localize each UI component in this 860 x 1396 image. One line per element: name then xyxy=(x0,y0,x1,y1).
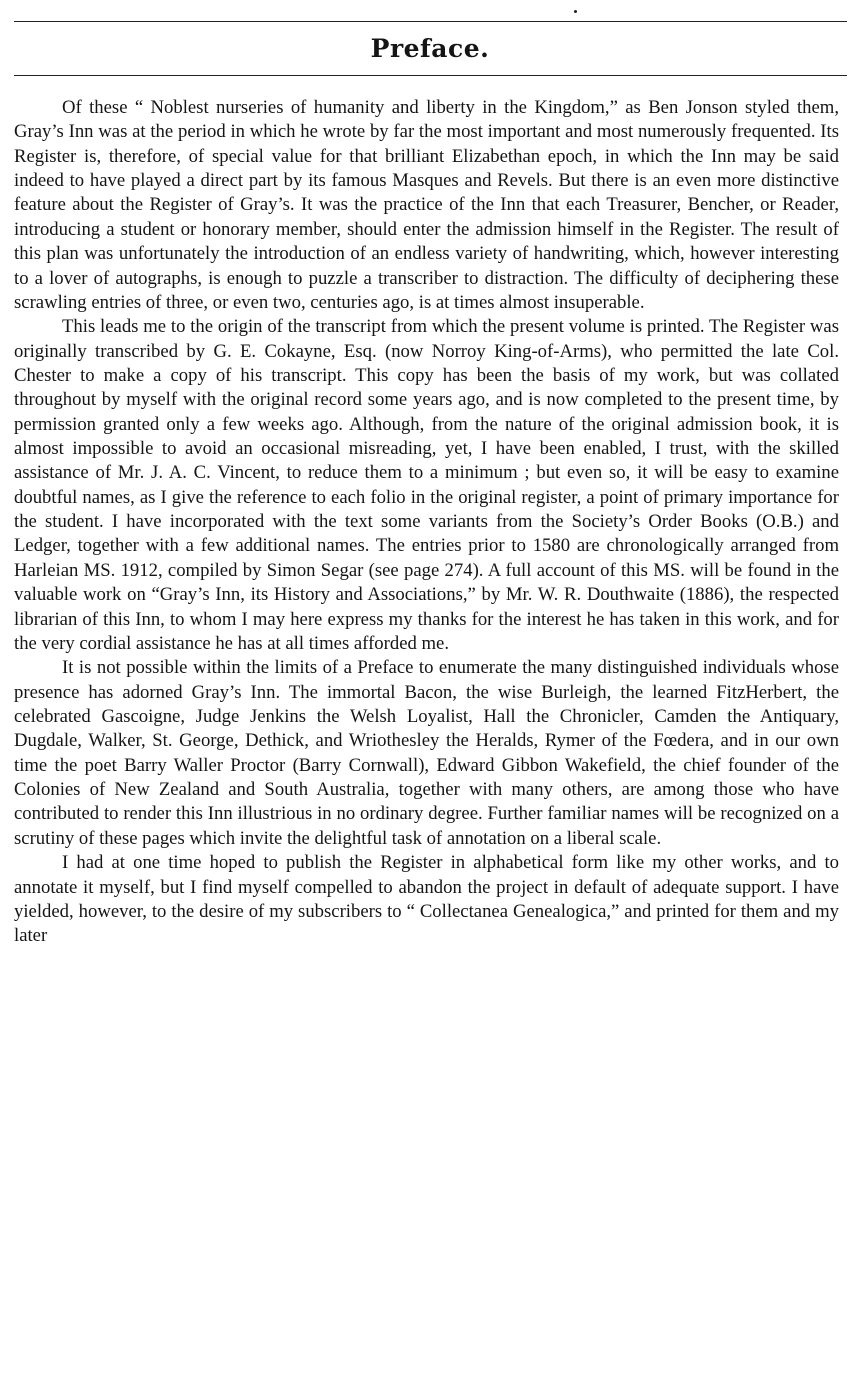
paragraph-3: It is not possible within the limits of a Preface to enumerate the many distinguished individuals whose presence has adorned Gray’s Inn. The immortal Bacon, the wise Burleigh, the learned FitzHerbert, the celebrated Gascoigne, Judge Jenkins the Welsh Loyalist, Hall the Chronicler, Camden the Antiquary, Dugdale, Walker, St. George, Dethick, and Wriothesley the Heralds, Rymer of the Fœdera, and in our own time the poet Barry Waller Proctor (Barry Cornwall), Edward Gibbon Wakefield, the chief founder of the Colonies of New Zealand and South Australia, together with many others, are among those who have contributed to render this Inn illustrious in no ordinary degree. Further familiar names will be recognized on a scrutiny of these pages which invite the delightful task of annotation on a liberal scale. xyxy=(14,657,839,849)
paragraph-4: I had at one time hoped to publish the Register in alphabetical form like my other works, and to annotate it myself, but I find myself compelled to abandon the project in default of adequate support. I have yielded, however, to the desire of my subscribers to “ Collectanea Genealogica,” and printed for them and my later xyxy=(14,852,839,947)
paragraph-1: Of these “ Noblest nurseries of humanity and liberty in the Kingdom,” as Ben Jonson styled them, Gray’s Inn was at the period in which he wrote by far the most important and most numerously frequented. Its Register is, therefore, of special value for that brilliant Elizabethan epoch, in which the Inn may be said indeed to have played a direct part by its famous Masques and Revels. But there is an even more distinctive feature about the Register of Gray’s. It was the practice of the Inn that each Treasurer, Bencher, or Reader, introducing a student or honorary member, should enter the admission himself in the Register. The result of this plan was unfortunately the introduction of an endless variety of handwriting, which, however interesting to a lover of autographs, is enough to puzzle a transcriber to distraction. The difficulty of deciphering these scrawling entries of three, or even two, centuries ago, is at times almost insuperable. xyxy=(14,97,839,313)
header-rule-bottom xyxy=(14,75,847,76)
print-speck xyxy=(574,10,577,13)
preface-body xyxy=(14,96,839,949)
paragraph-2: This leads me to the origin of the transcript from which the present volume is printed. The Register was originally transcribed by G. E. Cokayne, Esq. (now Norroy King-of-Arms), who permitted the late Col. Chester to make a copy of his transcript. This copy has been the basis of my work, but was collated throughout by myself with the original record some years ago, and is now completed to the present time, by permission granted only a few weeks ago. Although, from the nature of the original admission book, it is almost impossible to avoid an occasional misreading, yet, I have been enabled, I trust, with the skilled assistance of Mr. J. A. C. Vincent, to reduce them to a minimum ; but even so, it will be easy to examine doubtful names, as I give the reference to each folio in the original register, a point of primary importance for the student. I have incorporated with the text some variants from the Society’s Order Books (O.B.) and Ledger, together with a few additional names. The entries prior to 1580 are chronologically arranged from Harleian MS. 1912, compiled by Simon Segar (see page 274). A full account of this MS. will be found in the valuable work on “Gray’s Inn, its History and Associations,” by Mr. W. R. Douthwaite (1886), the respected librarian of this Inn, to whom I may here express my thanks for the interest he has taken in this work, and for the very cordial assistance he has at all times afforded me. xyxy=(14,316,839,654)
page-title: Preface. xyxy=(370,34,490,63)
header-rule-top xyxy=(14,21,847,22)
